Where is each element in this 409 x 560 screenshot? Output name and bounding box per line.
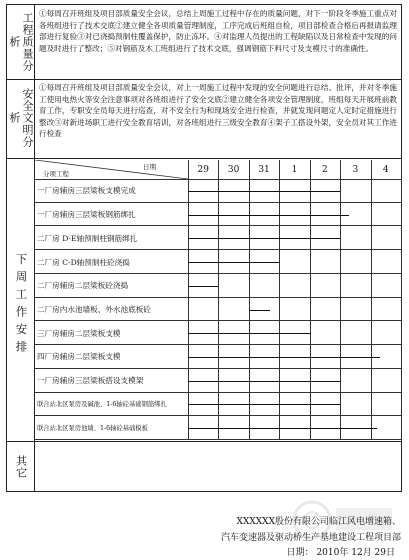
- task-name: 一厂房辅房三层梁板钢筋绑扎: [37, 210, 136, 220]
- schedule-bar: [188, 333, 310, 334]
- schedule-bar: [188, 381, 340, 382]
- day-header: 30: [227, 164, 240, 175]
- day-header: 29: [197, 164, 209, 175]
- task-name: 一厂房辅房三层梁板搭设支模架: [37, 376, 144, 386]
- report-table: [6, 4, 402, 492]
- quality-text: ①每周召开班组及项目部质量安全会议，总结上周施工过程中存在的质量问题，对下一阶段冬季施工重点对各班组进行了技术交底②建立健全各项质量管理制度，工序完成后班组自检，项目部检查合格后再报请监理部进行复验③对已浇捣预制柱覆盖保护，防止冻坏。④对监理人员提出的工程缺陷以及日常检查中发现的问题及时进行了整改；⑤对钢筋及木工班组进行了技术交底，强调钢筋下料尺寸及支模尺寸的准确性。: [39, 9, 397, 53]
- day-header: 31: [258, 164, 270, 175]
- day-header: 4: [382, 164, 389, 175]
- other-label: 其它: [14, 455, 28, 479]
- schedule-bar: [188, 357, 380, 358]
- schedule-bar: [188, 238, 340, 239]
- task-name: 四厂房辅房二层梁板支模: [37, 352, 121, 362]
- section-divider: [7, 79, 401, 80]
- schedule-bar: [188, 404, 340, 405]
- section-divider: [7, 441, 401, 442]
- task-name: 三厂房辅房二层梁板支模: [37, 328, 121, 338]
- task-name: 二厂房 D-E轴预制柱钢筋绑扎: [37, 233, 138, 243]
- footer-company: XXXXXX股份有限公司临江风电增速箱、: [236, 517, 401, 527]
- safety-text: ①每周召开班组及项目部质量安全会议，对上一周施工过程中发现的安全问题进行总结、批评，并对冬季施工使用电热火等安全注意事项对各班组进行了安全交底②建立健全各项安全管理制度，班组每天开展班前教育工作，专职安全员每天进行巡查，对不安全行为和现场安全进行检查，并就发现问题定人定时定措施进行整改③对新进场职工进行安全教育培训，对各班组进行三级安全教育④架子工搭设外架，安全员对其工作进行检查: [39, 83, 397, 139]
- safety-label: 安全文明分析: [8, 88, 34, 148]
- section-divider: [7, 158, 401, 159]
- task-name: 联合站北区泵房及碱池、1-6轴砼基础钢筋绑扎: [37, 400, 167, 408]
- schedule-bar: [249, 310, 270, 311]
- task-name: 二厂房内水池墙板、外水池底板砼: [37, 304, 151, 314]
- task-row: [35, 298, 401, 322]
- header-date-label: 日期: [143, 163, 156, 171]
- task-name: 联合站北区泵房池墙、1-6轴砼基础模板: [37, 424, 148, 432]
- schedule-bar: [188, 286, 218, 287]
- quality-label: 工程质量分析: [8, 12, 34, 72]
- day-header: 3: [352, 164, 359, 175]
- schedule-bar: [188, 215, 349, 216]
- schedule-bar: [188, 191, 340, 192]
- plan-label: 下周工作安排: [14, 252, 29, 358]
- footer-date: 日期： 2010年 12月 29日: [286, 548, 395, 558]
- day-header: 1: [291, 164, 298, 175]
- day-header: 2: [322, 164, 328, 175]
- footer-project: 汽车变速器及驱动桥生产基地建设工程项目部: [220, 533, 401, 543]
- task-name: 二厂房 C-D轴预制柱砼浇捣: [37, 257, 130, 267]
- schedule-bar: [188, 262, 279, 263]
- task-name: 二厂房辅房二层梁板砼浇捣: [37, 281, 129, 291]
- task-name: 一厂房辅房三层梁板支模完成: [37, 186, 136, 196]
- header-task-label: 分项工程: [43, 170, 69, 178]
- schedule-bar: [188, 428, 377, 429]
- grid-column-line: [401, 160, 402, 440]
- schedule-grid: [35, 160, 401, 440]
